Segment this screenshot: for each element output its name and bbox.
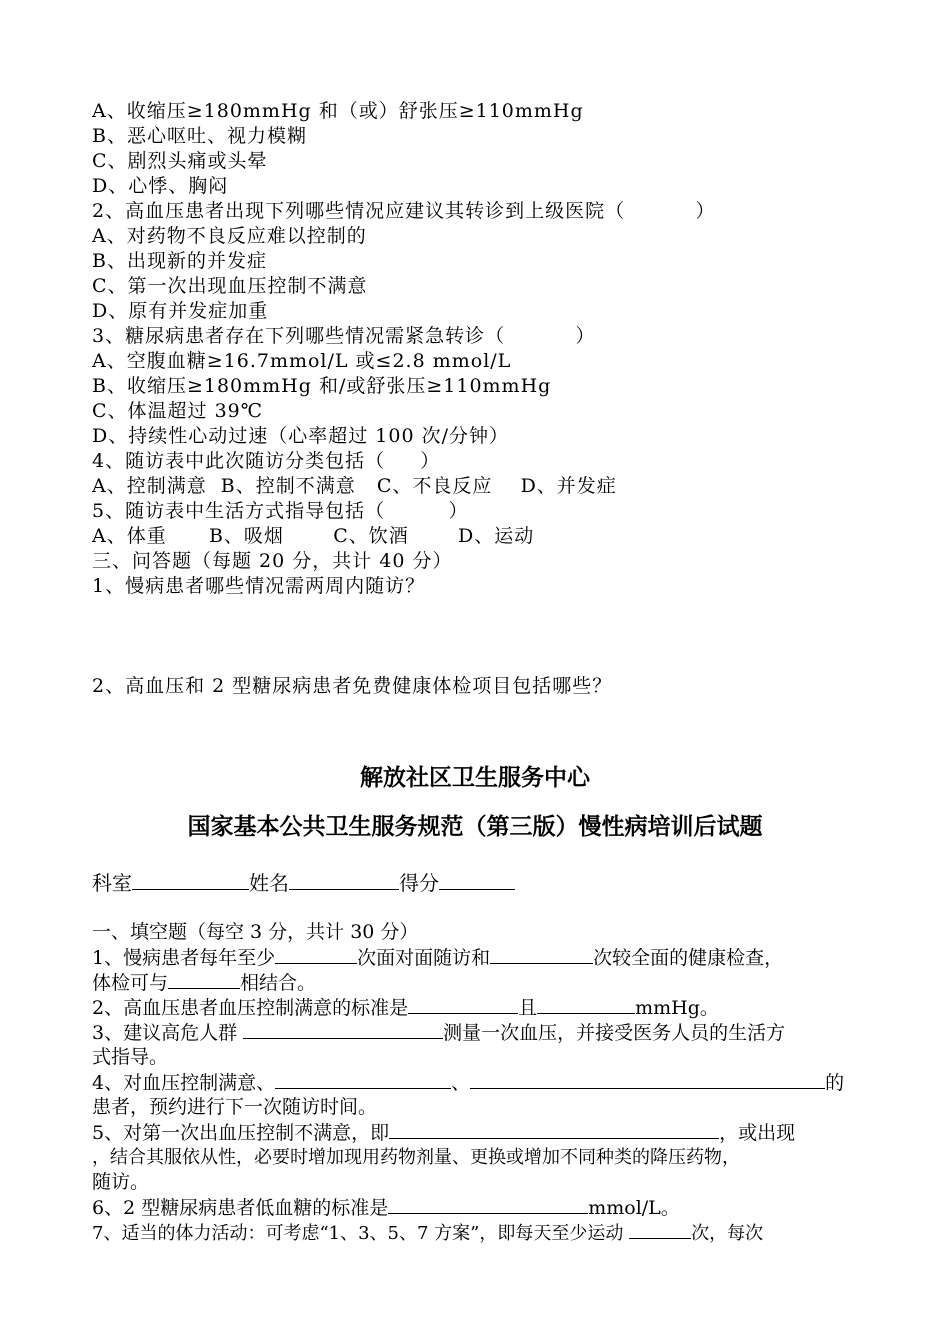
text: 次面对面随访和 bbox=[357, 947, 491, 969]
q2-option-b: B、出现新的并发症 bbox=[92, 250, 267, 272]
q2-option-c: C、第一次出现血压控制不满意 bbox=[92, 275, 368, 297]
fill-1-line-2 bbox=[92, 970, 316, 996]
text: 7、适当的体力活动：可考虑“1、3、5、7 方案”，即每天至少运动 bbox=[92, 1223, 630, 1244]
fill-blank[interactable] bbox=[275, 1070, 451, 1089]
q1-option-a: A、收缩压≥180mmHg 和（或）舒张压≥110mmHg bbox=[92, 100, 584, 122]
score-blank[interactable] bbox=[439, 871, 515, 890]
fill-3-line-2: 式指导。 bbox=[92, 1046, 169, 1068]
essay-question-2: 2、高血压和 2 型糖尿病患者免费健康体检项目包括哪些？ bbox=[92, 675, 613, 697]
text: 相结合。 bbox=[240, 972, 317, 994]
text: 5、对第一次出血压控制不满意，即 bbox=[92, 1122, 390, 1144]
q2-option-a: A、对药物不良反应难以控制的 bbox=[92, 225, 367, 247]
info-line bbox=[92, 871, 515, 896]
text: 1、慢病患者每年至少 bbox=[92, 947, 276, 969]
text: 2、高血压患者血压控制满意的标准是 bbox=[92, 997, 409, 1019]
text: 的 bbox=[825, 1072, 845, 1094]
text: 且 bbox=[518, 997, 538, 1019]
fill-blank[interactable] bbox=[243, 1020, 443, 1039]
fill-blank[interactable] bbox=[168, 970, 240, 989]
organization-title: 解放社区卫生服务中心 bbox=[360, 765, 590, 791]
text: 6、2 型糖尿病患者低血糖的标准是 bbox=[92, 1197, 389, 1219]
essay-question-1: 1、慢病患者哪些情况需两周内随访？ bbox=[92, 575, 426, 597]
name-blank[interactable] bbox=[289, 871, 399, 890]
fill-blank[interactable] bbox=[537, 995, 635, 1014]
fill-blank[interactable] bbox=[275, 945, 357, 964]
fill-5-line-3: 随访。 bbox=[92, 1171, 150, 1193]
question-3: 3、糖尿病患者存在下列哪些情况需紧急转诊（ ） bbox=[92, 325, 596, 347]
fill-4-line-1 bbox=[92, 1070, 844, 1096]
dept-label: 科室 bbox=[92, 871, 132, 895]
fill-1-line-1 bbox=[92, 945, 783, 971]
q3-option-c: C、体温超过 39℃ bbox=[92, 400, 264, 422]
text: 4、对血压控制满意、 bbox=[92, 1072, 276, 1094]
fill-7 bbox=[92, 1220, 763, 1246]
section-1-heading: 一、填空题（每空 3 分，共计 30 分） bbox=[92, 921, 419, 943]
text: 体检可与 bbox=[92, 972, 169, 994]
q4-options: A、控制满意 B、控制不满意 C、不良反应 D、并发症 bbox=[92, 475, 617, 497]
section-3-heading: 三、问答题（每题 20 分，共计 40 分） bbox=[92, 550, 453, 572]
fill-5-line-2: ，结合其服依从性，必要时增加现用药物剂量、更换或增加不同种类的降压药物， bbox=[92, 1147, 740, 1168]
question-2: 2、高血压患者出现下列哪些情况应建议其转诊到上级医院（ ） bbox=[92, 200, 716, 222]
text: ，或出现 bbox=[719, 1122, 796, 1144]
q1-option-c: C、剧烈头痛或头晕 bbox=[92, 150, 268, 172]
text: 次较全面的健康检查， bbox=[593, 947, 784, 969]
question-4: 4、随访表中此次随访分类包括（ ） bbox=[92, 450, 441, 472]
question-5: 5、随访表中生活方式指导包括（ ） bbox=[92, 500, 469, 522]
fill-6 bbox=[92, 1195, 680, 1221]
fill-blank[interactable] bbox=[490, 945, 593, 964]
q1-option-b: B、恶心呕吐、视力模糊 bbox=[92, 125, 307, 147]
q1-option-d: D、心悸、胸闷 bbox=[92, 175, 229, 197]
text: 3、建议高危人群 bbox=[92, 1022, 244, 1044]
text: 、 bbox=[451, 1072, 471, 1094]
score-label: 得分 bbox=[399, 871, 439, 895]
text: mmHg。 bbox=[635, 997, 719, 1019]
q3-option-d: D、持续性心动过速（心率超过 100 次/分钟） bbox=[92, 425, 509, 447]
fill-blank[interactable] bbox=[470, 1070, 825, 1089]
q3-option-b: B、收缩压≥180mmHg 和/或舒张压≥110mmHg bbox=[92, 375, 552, 397]
fill-blank[interactable] bbox=[629, 1220, 691, 1239]
dept-blank[interactable] bbox=[132, 871, 249, 890]
text: 测量一次血压，并接受医务人员的生活方 bbox=[443, 1022, 786, 1044]
name-label: 姓名 bbox=[249, 871, 289, 895]
q2-option-d: D、原有并发症加重 bbox=[92, 300, 269, 322]
fill-2 bbox=[92, 995, 719, 1021]
text: mmol/L。 bbox=[588, 1197, 680, 1219]
text: 次，每次 bbox=[691, 1223, 764, 1244]
exam-title: 国家基本公共卫生服务规范（第三版）慢性病培训后试题 bbox=[187, 814, 763, 840]
fill-blank[interactable] bbox=[389, 1120, 719, 1139]
fill-blank[interactable] bbox=[388, 1195, 588, 1214]
fill-5-line-1 bbox=[92, 1120, 795, 1146]
fill-blank[interactable] bbox=[408, 995, 518, 1014]
fill-3-line-1 bbox=[92, 1020, 785, 1046]
fill-4-line-2: 患者，预约进行下一次随访时间。 bbox=[92, 1096, 378, 1118]
q5-options: A、体重 B、吸烟 C、饮酒 D、运动 bbox=[92, 525, 535, 547]
q3-option-a: A、空腹血糖≥16.7mmol/L 或≤2.8 mmol/L bbox=[92, 350, 512, 372]
